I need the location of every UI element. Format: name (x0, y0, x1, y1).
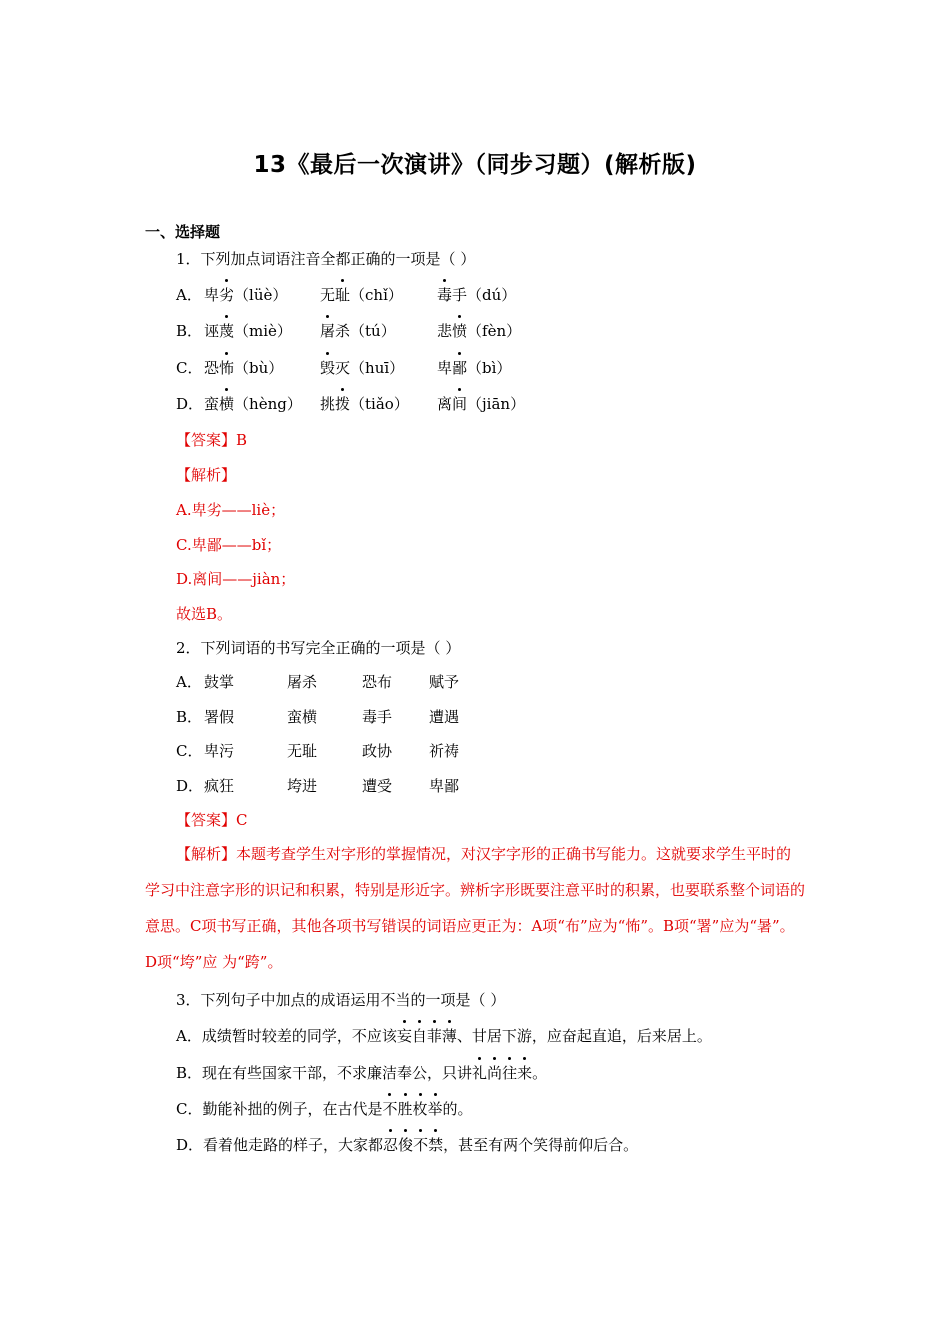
q2-option-d: D． 疯狂 垮进 遭受 卑鄙 (176, 777, 460, 795)
dotted-char: 妄 (396, 1027, 412, 1045)
dotted-char: 来 (517, 1064, 533, 1082)
q3-stem: 3．下列句子中加点的成语运用不当的一项是（ ） (176, 991, 506, 1009)
q3-option-d: D．看着他走路的样子，大家都忍俊不禁，甚至有两个笑得前仰后合。 (176, 1136, 639, 1154)
q1-option-d: D． 蛮横（hèng） 挑拨（tiǎo） 离间（jiān） (176, 395, 526, 413)
dotted-char: 毁 (320, 359, 336, 377)
dotted-char: 俊 (398, 1136, 414, 1154)
section-heading: 一、选择题 (145, 223, 221, 241)
dotted-char: 忍 (383, 1136, 399, 1154)
dotted-char: 鄙 (452, 359, 468, 377)
dotted-char: 不 (382, 1100, 398, 1118)
dotted-char: 胜 (397, 1100, 413, 1118)
q2-option-b: B． 署假 蛮横 毒手 遭遇 (176, 708, 460, 726)
dotted-char: 枚 (412, 1100, 428, 1118)
q1-analysis-line: C.卑鄙——bǐ； (176, 536, 282, 554)
dotted-char: 拨 (335, 395, 351, 413)
q1-analysis-line: D.离间——jiàn； (176, 570, 296, 588)
document-title: 13《最后一次演讲》（同步习题）(解析版) (253, 152, 697, 178)
q1-option-b: B． 诬蔑（miè） 屠杀（tú） 悲愤（fèn） (176, 322, 522, 340)
q1-analysis-heading: 【解析】 (176, 466, 237, 484)
dotted-char: 蔑 (219, 322, 235, 340)
q1-conclusion: 故选B。 (176, 605, 233, 623)
q1-analysis-line: A.卑劣——liè； (176, 501, 286, 519)
dotted-char: 禁 (428, 1136, 444, 1154)
dotted-char: 自 (411, 1027, 427, 1045)
q1-option-a: A． 卑劣（lüè） 无耻（chǐ） 毒手（dú） (176, 286, 517, 304)
q2-stem: 2．下列词语的书写完全正确的一项是（ ） (176, 639, 461, 657)
dotted-char: 毒 (437, 286, 453, 304)
q2-answer: 【答案】C (176, 811, 248, 829)
dotted-char: 横 (219, 395, 235, 413)
q3-option-c: C．勤能补拙的例子，在古代是不胜枚举的。 (176, 1100, 473, 1118)
q2-option-c: C． 卑污 无耻 政协 祈祷 (176, 742, 460, 760)
dotted-char: 劣 (219, 286, 235, 304)
q1-option-c: C． 恐怖（bù） 毁灭（huī） 卑鄙（bì） (176, 359, 512, 377)
dotted-char: 耻 (335, 286, 351, 304)
q3-option-b: B．现在有些国家干部，不求廉洁奉公，只讲礼尚往来。 (176, 1064, 548, 1082)
dotted-char: 菲 (426, 1027, 442, 1045)
q1-stem: 1．下列加点词语注音全都正确的一项是（ ） (176, 250, 476, 268)
dotted-char: 怖 (219, 359, 235, 377)
dotted-char: 举 (427, 1100, 443, 1118)
dotted-char: 薄 (441, 1027, 457, 1045)
dotted-char: 礼 (472, 1064, 488, 1082)
dotted-char: 愤 (452, 322, 468, 340)
q1-answer: 【答案】B (176, 431, 248, 449)
dotted-char: 尚 (487, 1064, 503, 1082)
dotted-char: 不 (413, 1136, 429, 1154)
q2-option-a: A． 鼓掌 屠杀 恐布 赋予 (176, 673, 460, 691)
dotted-char: 间 (452, 395, 468, 413)
q2-analysis: 【解析】本题考查学生对字形的掌握情况，对汉字字形的正确书写能力。这就要求学生平时的学习中注意字形的识记和积累，特别是形近字。辨析字形既要注意平时的积累，也要联系整个词语的意思。C项书写正确，其他各项书写错误的词语应更正为：A项“布”应为“怖”。B项“署”应为“暑”。D项“垮”应 为“跨”。 (145, 845, 806, 971)
q3-option-a: A．成绩暂时较差的同学，不应该妄自菲薄、甘居下游，应奋起直追，后来居上。 (176, 1027, 712, 1045)
dotted-char: 往 (502, 1064, 518, 1082)
dotted-char: 屠 (320, 322, 336, 340)
